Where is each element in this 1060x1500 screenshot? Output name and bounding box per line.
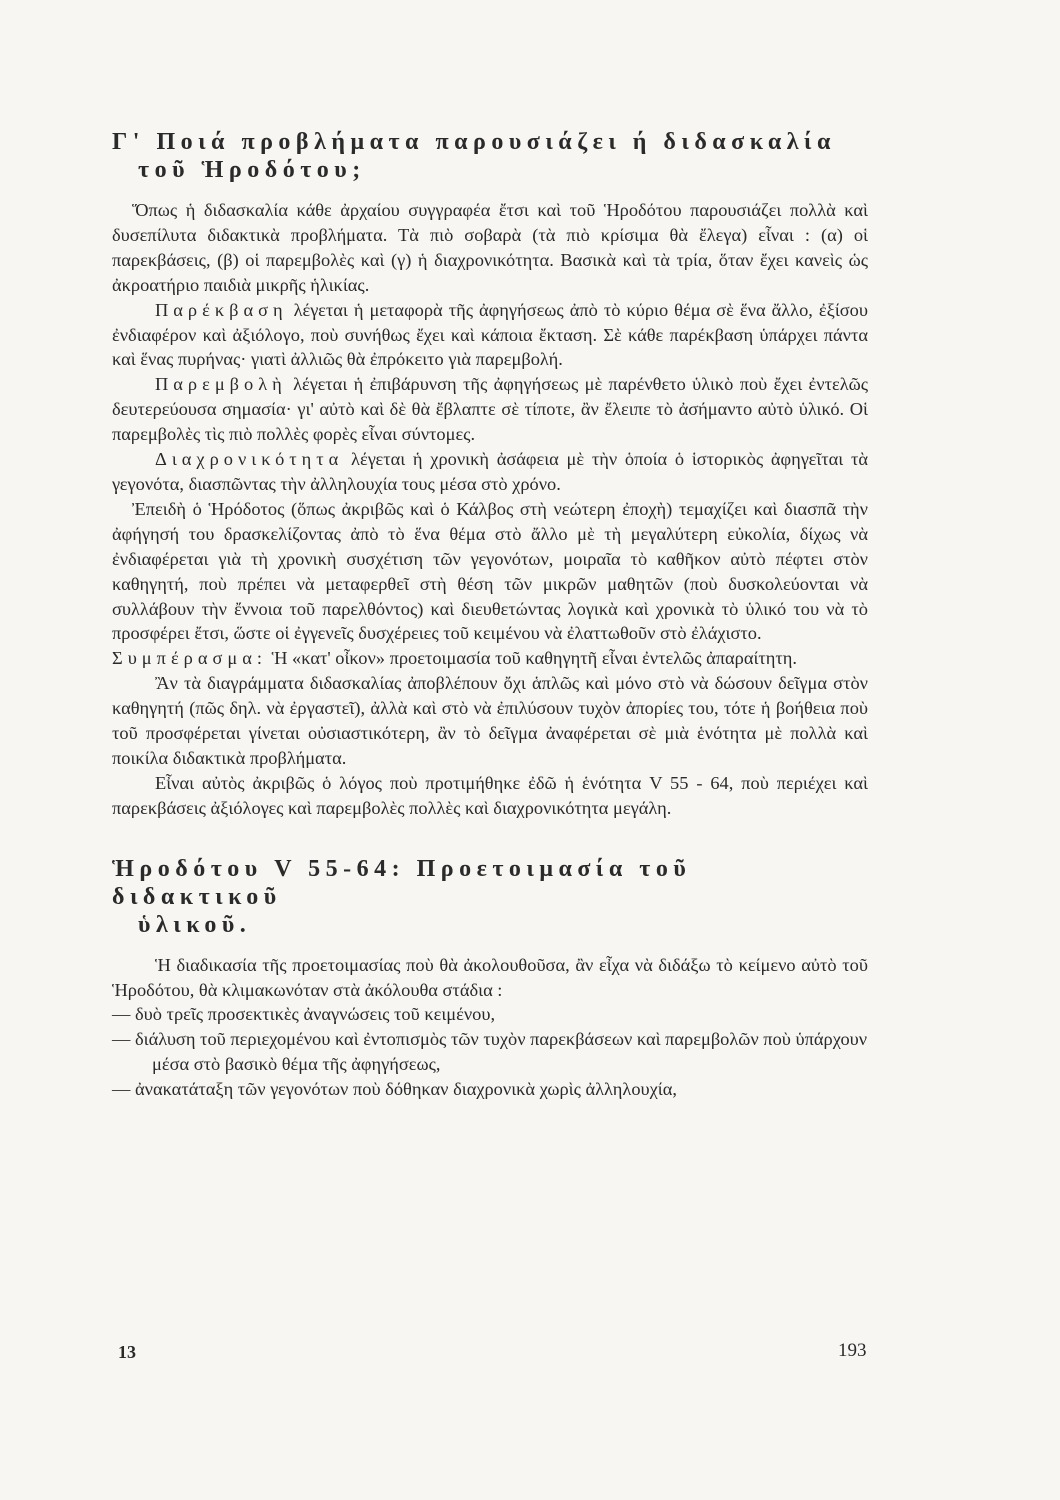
paragraph-text: λέγεται ἡ χρονικὴ ἀσάφεια μὲ τὴν ὁποία ὁ ἱστορικὸς ἀφηγεῖται τὰ γεγονότα, διασπῶντας τὴν ἀλληλουχία τους μέσα στὸ χρόνο. [112, 449, 868, 494]
section-heading-line1: Ἡροδότου V 55-64: Προετοιμασία τοῦ διδακτικοῦ [112, 855, 692, 910]
section-body [112, 198, 868, 821]
paragraph: Ἡ διαδικασία τῆς προετοιμασίας ποὺ θὰ ἀκολουθοῦσα, ἂν εἶχα νὰ διδάξω τὸ κείμενο αὐτὸ τοῦ Ἡροδότου, θὰ κλιμακωνόταν στὰ ἀκόλουθα στάδια : [112, 954, 868, 1000]
paragraph-diachronikotita [112, 447, 868, 497]
section-heading [112, 128, 868, 184]
term-parekvasi: Παρέκβαση [155, 299, 288, 320]
list-item: — δυὸ τρεῖς προσεκτικὲς ἀναγνώσεις τοῦ κειμένου, [112, 1004, 496, 1025]
signature-mark: 13 [118, 1342, 136, 1362]
paragraph-paremvoli [112, 372, 868, 447]
page-content [112, 128, 868, 1102]
section-heading-line2: τοῦ Ἡροδότου; [138, 157, 366, 183]
paragraph-text: λέγεται ἡ μεταφορὰ τῆς ἀφηγήσεως ἀπὸ τὸ κύριο θέμα σὲ ἕνα ἄλλο, ἐξίσου ἐνδιαφέρον καὶ ἀξιόλογο, ποὺ συνήθως ἔχει καὶ κάποια ἔκταση. Σὲ κάθε παρέκβαση ὑπάρχει πάντα καὶ ἕνας πυρήνας· γιατὶ ἀλλιῶς θὰ ἐπρόκειτο γιὰ παρεμβολή. [112, 299, 868, 370]
list-item: — ἀνακατάταξη τῶν γεγονότων ποὺ δόθηκαν διαχρονικὰ χωρὶς ἀλληλουχία, [112, 1079, 677, 1100]
term-conclusion: Συμπέρασμα: [112, 648, 268, 669]
paragraph-text: Ἡ «κατ' οἶκον» προετοιμασία τοῦ καθηγητῆ εἶναι ἐντελῶς ἀπαραίτητη. [267, 648, 798, 669]
paragraph: Ἂν τὰ διαγράμματα διδασκαλίας ἀποβλέπουν ὄχι ἁπλῶς καὶ μόνο στὸ νὰ δώσουν δεῖγμα στὸν καθηγητή (πῶς δηλ. νὰ ἐργαστεῖ), ἀλλὰ καὶ στὸ νὰ ἐπιλύσουν τυχὸν ἀπορίες του, τότε ἡ βοήθεια ποὺ τοῦ προσφέρεται γίνεται οὐσιαστικότερη, ἂν τὸ δεῖγμα ἀναφέρεται σὲ μιὰ ἑνότητα μὲ πολλὰ καὶ ποικίλα διδακτικὰ προβλήματα. [112, 673, 868, 768]
stages-list [112, 1002, 868, 1102]
list-item: — διάλυση τοῦ περιεχομένου καὶ ἐντοπισμὸς τῶν τυχὸν παρεκβάσεων καὶ παρεμβολῶν ποὺ ὑπάρχουν μέσα στὸ βασικὸ θέμα τῆς ἀφηγήσεως, [112, 1029, 868, 1075]
paragraph: Ὅπως ἡ διδασκαλία κάθε ἀρχαίου συγγραφέα ἔτσι καὶ τοῦ Ἡροδότου παρουσιάζει πολλὰ καὶ δυσεπίλυτα διδακτικὰ προβλήματα. Τὰ πιὸ σοβαρὰ (τὰ πιὸ κρίσιμα θὰ ἔλεγα) εἶναι : (α) οἱ παρεκβάσεις, (β) οἱ παρεμβολὲς καὶ (γ) ἡ διαχρονικότητα. Βασικὰ καὶ τὰ τρία, ὅταν ἔχει κανεὶς ὡς ἀκροατήριο παιδιὰ μικρῆς ἡλικίας. [112, 200, 868, 295]
paragraph-text: λέγεται ἡ ἐπιβάρυνση τῆς ἀφηγήσεως μὲ παρένθετο ὑλικὸ ποὺ ἔχει ἐντελῶς δευτερεύουσα σημασία· γι' αὐτὸ καὶ δὲ θὰ ἔβλαπτε σὲ τίποτε, ἂν ἔλειπε τὸ ἀσήμαντο αὐτὸ ὑλικό. Οἱ παρεμβολὲς τὶς πιὸ πολλὲς φορὲς εἶναι σύντομες. [112, 374, 868, 445]
term-paremvoli: Παρεμβολὴ [155, 374, 287, 395]
page-number: 193 [838, 1340, 867, 1361]
paragraph-parekvasi [112, 298, 868, 373]
section-heading [112, 855, 868, 939]
section-body [112, 953, 868, 1102]
section-heading-line2: ὑλικοῦ. [138, 911, 252, 938]
paragraph: Ἐπειδὴ ὁ Ἡρόδοτος (ὅπως ἀκριβῶς καὶ ὁ Κάλβος στὴ νεώτερη ἐποχὴ) τεμαχίζει καὶ διασπᾶ τὴν ἀφήγησή του δρασκελίζοντας ἀπὸ τὸ ἕνα θέμα στὸ ἄλλο μὲ τὴ μεγαλύτερη εὐκολία, δίχως νὰ ἐνδιαφέρεται γιὰ τὴ χρονικὴ συσχέτιση τῶν γεγονότων, μοιραῖα τὸ καθῆκον αὐτὸ πέφτει στὸν καθηγητή, ποὺ πρέπει νὰ μεταφερθεῖ στὴ θέση τῶν μικρῶν μαθητῶν (ποὺ δυσκολεύονται νὰ συλλάβουν τὴν ἔννοια τοῦ παρελθόντος) καὶ διευθετώντας λογικὰ καὶ χρονικὰ τὸ ὑλικό του νὰ τὸ προσφέρει ἔτσι, ὥστε οἱ ἐγγενεῖς δυσχέρειες τοῦ κειμένου νὰ ἐλαττωθοῦν στὸ ἐλάχιστο. [112, 498, 868, 644]
paragraph: Εἶναι αὐτὸς ἀκριβῶς ὁ λόγος ποὺ προτιμήθηκε ἐδῶ ἡ ἑνότητα V 55 - 64, ποὺ περιέχει καὶ παρεκβάσεις ἀξιόλογες καὶ παρεμβολὲς πολλὲς καὶ διαχρονικότητα μεγάλη. [112, 772, 868, 818]
section-heading-line1: Γ' Ποιά προβλήματα παρουσιάζει ή διδασκαλία [112, 129, 836, 155]
paragraph-conclusion [112, 646, 868, 671]
term-diachronikotita: Διαχρονικότητα [155, 449, 344, 470]
